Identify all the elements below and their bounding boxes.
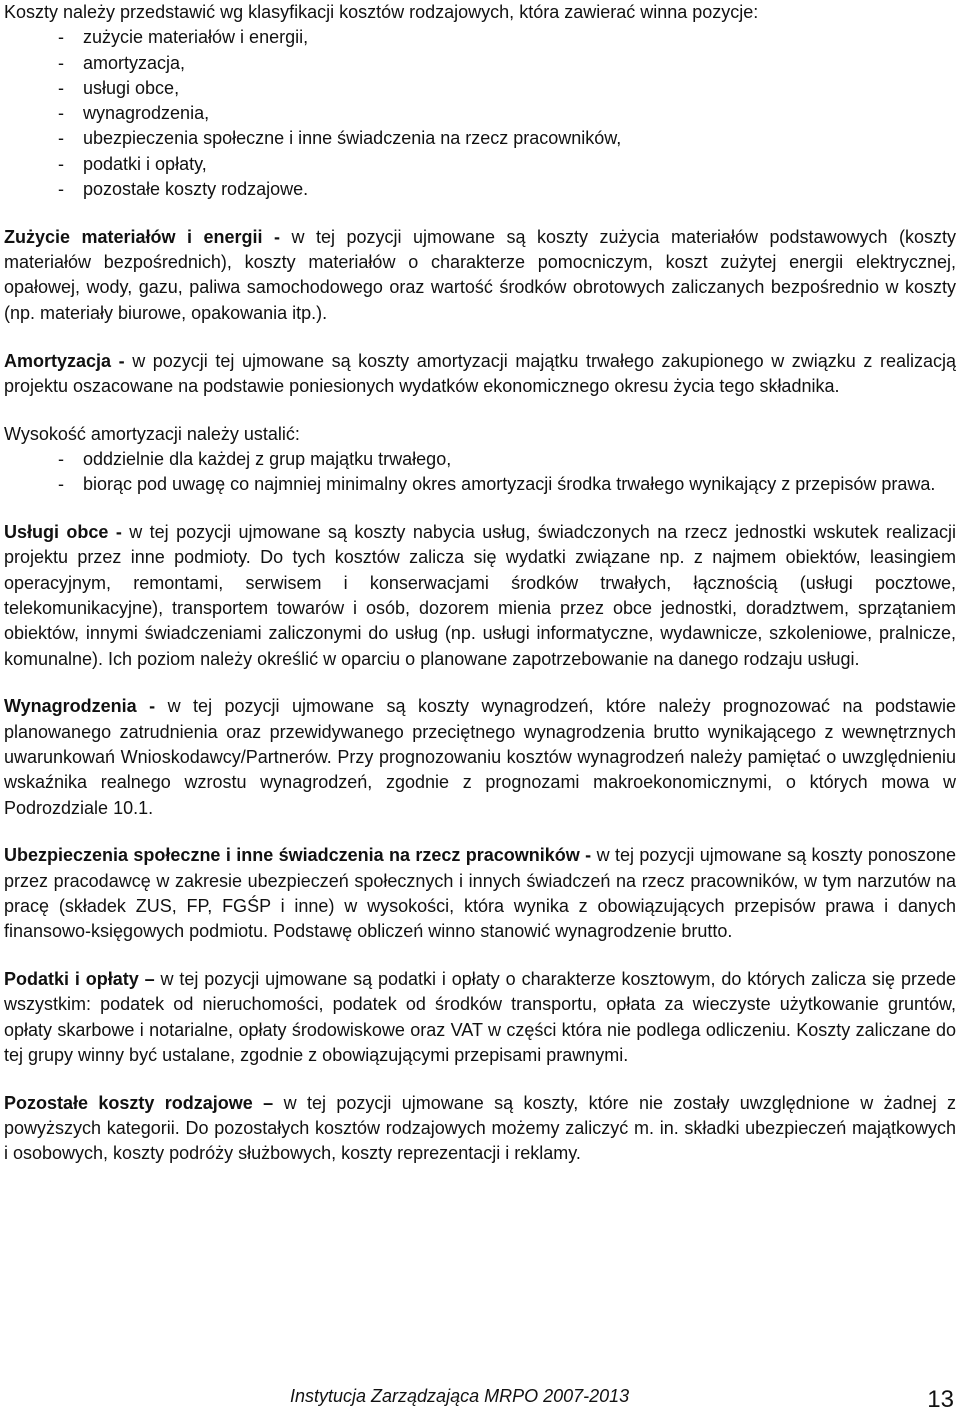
section-heading: Amortyzacja - xyxy=(4,350,125,371)
section-body: w tej pozycji ujmowane są koszty wynagrodzeń, które należy prognozować na podstawie planowanego zatrudnienia oraz przewidywanego przeciętnego wynagrodzenia brutto wynikającego z wewnętrznych uwarunkowań Wnioskodawcy/Partnerów. Przy prognozowaniu kosztów wynagrodzeń należy pamiętać o uwzględnieniu wskaźnika realnego wzrostu wynagrodzeń, zgodnie z prognozami makroekonomicznymi, o których mowa w Podrozdziale 10.1. xyxy=(4,696,956,818)
section-body: w tej pozycji ujmowane są koszty, które nie zostały uwzględnione w żadnej z powyższych kategorii. Do pozostałych kosztów rodzajowych możemy zaliczyć m. in. składki ubezpieczeń majątkowych i osobowych, koszty podróży służbowych, koszty reprezentacji i reklamy. xyxy=(4,1092,956,1164)
materials-paragraph xyxy=(4,225,956,326)
section-heading: Usługi obce - xyxy=(4,522,122,543)
list-item: - podatki i opłaty, xyxy=(4,152,956,177)
document-page xyxy=(4,0,956,1167)
section-heading: Ubezpieczenia społeczne i inne świadczenia na rzecz pracowników - xyxy=(4,845,592,866)
intro-paragraph: Koszty należy przedstawić wg klasyfikacji kosztów rodzajowych, która zawierać winna pozycje: xyxy=(4,2,759,22)
depreciation-paragraph xyxy=(4,349,956,400)
section-body: w tej pozycji ujmowane są koszty zużycia materiałów podstawowych (koszty materiałów bezpośrednich), koszty materiałów o charakterze pomocniczym, koszt zużytej energii elektrycznej, opałowej, wody, gazu, paliwa samochodowego oraz wartość środków obrotowych zaliczanych bezpośrednio w koszty (np. materiały biurowe, opakowania itp.). xyxy=(4,226,957,323)
list-item: - ubezpieczenia społeczne i inne świadczenia na rzecz pracowników, xyxy=(4,126,956,151)
other-costs-paragraph xyxy=(4,1091,956,1167)
wages-paragraph xyxy=(4,694,956,820)
depreciation-rules-list xyxy=(4,447,956,498)
services-paragraph xyxy=(4,520,956,672)
list-item: - oddzielnie dla każdej z grup majątku trwałego, xyxy=(4,447,956,472)
page-number: 13 xyxy=(927,1386,954,1413)
list-item: - zużycie materiałów i energii, xyxy=(4,25,956,50)
section-body: w tej pozycji ujmowane są koszty ponoszone przez pracodawcę w zakresie ubezpieczeń społecznych i innych świadczeń na rzecz pracowników, w tym narzutów na pracę (składek ZUS, FP, FGŚP i inne) w wysokości, która wynika z obowiązujących przepisów prawa i danych finansowo-księgowych podmiotu. Podstawę obliczeń winno stanowić wynagrodzenie brutto. xyxy=(4,845,956,942)
list-item: - usługi obce, xyxy=(4,76,956,101)
footer-institution: Instytucja Zarządzająca MRPO 2007-2013 xyxy=(290,1386,630,1406)
section-heading: Wynagrodzenia - xyxy=(4,696,156,717)
list-item: - amortyzacja, xyxy=(4,51,956,76)
cost-categories-list xyxy=(4,25,956,202)
section-heading: Podatki i opłaty – xyxy=(4,969,155,989)
list-item: - wynagrodzenia, xyxy=(4,101,956,126)
section-body: w tej pozycji ujmowane są podatki i opłaty o charakterze kosztowym, do których zalicza się przede wszystkim: podatek od nieruchomości, podatek od środków transportu, opłata za wieczyste użytkowanie gruntów, opłaty skarbowe i notarialne, opłaty środowiskowe oraz VAT w części która nie podlega odliczeniu. Koszty zaliczane do tej grupy winny być ustalane, zgodnie z obowiązującymi przepisami prawnymi. xyxy=(4,969,956,1065)
section-body: w tej pozycji ujmowane są koszty nabycia usług, świadczonych na rzecz jednostki wskutek realizacji projektu przez inne podmioty. Do tych kosztów zalicza się wydatki związane np. z najmem obiektów, leasingiem operacyjnym, remontami, serwisem i konserwacjami środków trwałych, łącznością (usługi pocztowe, telekomunikacyjne), transportem towarów i osób, dozorem mienia przez obce jednostki, doradztwem, sprzątaniem obiektów, innymi świadczeniami zaliczonymi do usług (np. usługi informatyczne, wydawnicze, szkoleniowe, pralnicze, komunalne). Ich poziom należy określić w oparciu o planowane zapotrzebowanie na danego rodzaju usługi. xyxy=(4,522,956,669)
insurance-paragraph xyxy=(4,843,956,944)
section-heading: Zużycie materiałów i energii - xyxy=(4,226,280,247)
section-body: w pozycji tej ujmowane są koszty amortyzacji majątku trwałego zakupionego w związku z realizacją projektu oszacowane na podstawie poniesionych wydatków ekonomicznego okresu życia tego składnika. xyxy=(4,350,956,396)
section-heading: Pozostałe koszty rodzajowe – xyxy=(4,1092,274,1113)
taxes-paragraph xyxy=(4,967,956,1068)
list-item: - pozostałe koszty rodzajowe. xyxy=(4,177,956,202)
list-item: - biorąc pod uwagę co najmniej minimalny okres amortyzacji środka trwałego wynikający z przepisów prawa. xyxy=(4,472,956,497)
depreciation-rules-intro: Wysokość amortyzacji należy ustalić: xyxy=(4,423,300,444)
